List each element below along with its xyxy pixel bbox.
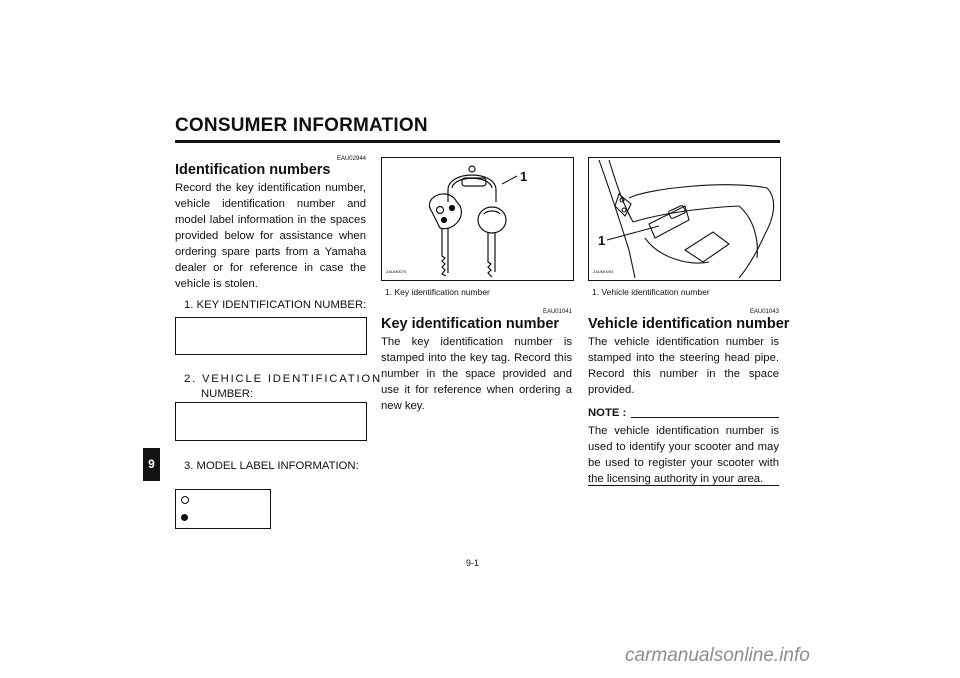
open-circle-symbol [181,496,189,504]
steering-head-drawing [589,158,780,280]
section-text: The key identification number is stamped into the key tag. Record this number in the space provided and use it for reference when ordering a new key. [381,336,572,412]
figure-caption: 1. Key identification number [385,287,490,297]
vehicle-number-label-cont: NUMBER: [201,388,254,400]
key-illustration [381,157,574,281]
section-text: The vehicle identification number is stamped into the steering head pipe. Record this number in the space provided. [588,336,779,396]
filled-dot-symbol [181,514,188,521]
footer-watermark[interactable]: carmanualsonline.info [625,645,810,666]
note-bottom-rule [588,485,779,486]
section-code: EAU01043 [749,309,779,315]
section-intro: Record the key identification number, vehicle identification number and model label information in the spaces provided below for assistance when ordering spare parts from a Yamaha dealer or for reference in case the vehicle is stolen. [175,182,366,290]
vehicle-illustration [588,157,781,281]
figure-callout: 1 [520,169,528,184]
note-title: NOTE : [588,407,627,419]
section-heading: Key identification number [381,316,560,332]
page-number: 9-1 [466,558,480,568]
note-top-rule [631,417,779,418]
section-heading: Identification numbers [175,162,331,178]
keys-drawing [382,158,573,280]
chapter-tab: 9 [143,448,160,481]
note-text: The vehicle identification number is used to identify your scooter and may be used to register your scooter with the licensing authority in your area. [588,425,779,485]
key-number-label: 1. KEY IDENTIFICATION NUMBER: [184,299,367,311]
vehicle-number-field[interactable] [175,402,367,441]
model-label-field[interactable] [175,489,271,529]
key-number-field[interactable] [175,317,367,355]
section-code: EAU01041 [542,309,572,315]
figure-code: ZAUM0075 [386,269,407,274]
figure-caption: 1. Vehicle identification number [592,287,710,297]
figure-code: ZAUM0093 [593,269,614,274]
section-heading: Vehicle identification number [588,316,790,332]
chapter-divider [175,140,780,143]
chapter-title: CONSUMER INFORMATION [175,115,428,136]
model-label-label: 3. MODEL LABEL INFORMATION: [184,460,359,472]
vehicle-number-label: 2. VEHICLE IDENTIFICATION [184,373,382,385]
figure-callout: 1 [598,233,606,248]
section-code: EAU02944 [336,156,366,162]
